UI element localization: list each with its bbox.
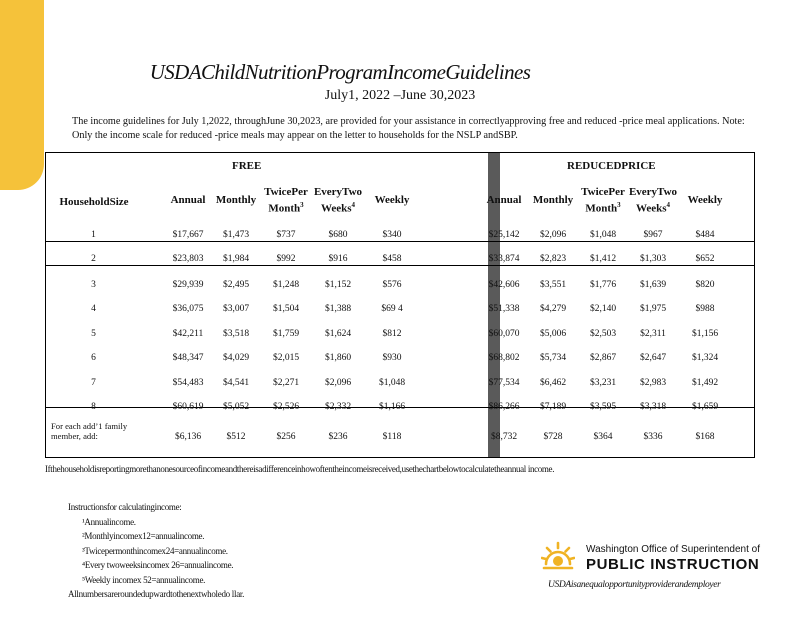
free-value-cell: $69 4 [381, 304, 403, 314]
household-size-cell: 7 [91, 378, 96, 388]
reduced-value-cell: $77,534 [488, 378, 520, 388]
free-value-cell: $1,860 [324, 353, 352, 363]
multiple-income-note: Ifthehouseholdisreportingmorethanonesourceofincomeandthereisadifferenceinhowoftentheincomeisreceived,usethechartbelowtocalculatetheannual income. [45, 464, 555, 474]
free-additional-cell: $256 [276, 432, 296, 442]
reduced-value-cell: $6,462 [539, 378, 567, 388]
reduced-value-cell: $1,303 [639, 254, 667, 264]
free-value-cell: $1,759 [272, 329, 300, 339]
free-value-cell: $36,075 [172, 304, 204, 314]
footnote-marker: 4 [666, 201, 671, 209]
reduced-additional-cell: $728 [543, 432, 563, 442]
free-header: FREE [232, 160, 262, 172]
free-value-cell: $930 [382, 353, 402, 363]
reduced-value-cell: $1,412 [589, 254, 617, 264]
free-value-cell: $29,939 [172, 280, 204, 290]
column-header-line: Monthly [215, 194, 257, 206]
free-value-cell: $2,015 [272, 353, 300, 363]
free-value-cell: $916 [328, 254, 348, 264]
column-header-line: Weekly [374, 194, 410, 206]
instruction-weekly: ⁵Weekly incomex 52=annualincome. [82, 574, 206, 585]
column-header-line: Annual [170, 194, 206, 206]
household-size-cell: 6 [91, 353, 96, 363]
reduced-value-cell: $1,048 [589, 230, 617, 240]
reduced-value-cell: $1,776 [589, 280, 617, 290]
reduced-additional-cell: $336 [643, 432, 663, 442]
free-value-cell: $1,248 [272, 280, 300, 290]
reduced-value-cell: $2,140 [589, 304, 617, 314]
reduced-additional-cell: $364 [593, 432, 613, 442]
column-header-line: EveryTwo [628, 186, 678, 198]
reduced-value-cell: $25,142 [488, 230, 520, 240]
column-header-line: Month [585, 202, 618, 215]
free-value-cell: $42,211 [172, 329, 204, 339]
free-value-cell: $576 [382, 280, 402, 290]
reduced-value-cell: $42,606 [488, 280, 520, 290]
free-value-cell: $812 [382, 329, 402, 339]
additional-member-label: For each add’1 family member, add: [51, 421, 128, 441]
household-size-cell: 2 [91, 254, 96, 264]
free-value-cell: $48,347 [172, 353, 204, 363]
reduced-value-cell: $967 [643, 230, 663, 240]
sun-icon [541, 540, 575, 574]
reduced-value-cell: $51,338 [488, 304, 520, 314]
reduced-twice-per-month-header [577, 186, 629, 216]
free-value-cell: $4,029 [222, 353, 250, 363]
instruction-annual: ¹Annualincome. [82, 516, 136, 527]
instructions-heading: Instructionsfor calculatingincome: [68, 502, 182, 512]
free-value-cell: $2,526 [272, 402, 300, 412]
reduced-value-cell: $5,734 [539, 353, 567, 363]
free-value-cell: $340 [382, 230, 402, 240]
household-size-cell: 1 [91, 230, 96, 240]
free-value-cell: $3,518 [222, 329, 250, 339]
free-value-cell: $1,504 [272, 304, 300, 314]
footnote-marker: 3 [617, 201, 621, 209]
instruction-twice-monthly: ³Twicepermonthincomex24=annualincome. [82, 545, 228, 556]
free-value-cell: $2,495 [222, 280, 250, 290]
free-every-two-weeks-header [312, 186, 364, 216]
reduced-additional-cell: $8,732 [490, 432, 518, 442]
free-additional-cell: $236 [328, 432, 348, 442]
footnote-marker: 3 [300, 201, 304, 209]
column-header-line [627, 199, 679, 216]
free-additional-cell: $6,136 [174, 432, 202, 442]
reduced-price-header: REDUCEDPRICE [567, 160, 656, 172]
rounding-note: Allnumbersareroundedupwardtothenextwholedo llar. [68, 589, 245, 599]
column-header-line: Monthly [532, 194, 574, 206]
free-value-cell: $1,473 [222, 230, 250, 240]
reduced-annual-header [477, 194, 531, 207]
free-value-cell: $1,048 [378, 378, 406, 388]
free-value-cell: $1,152 [324, 280, 352, 290]
column-header-line: TwicePer [581, 186, 625, 198]
free-value-cell: $23,803 [172, 254, 204, 264]
logo-public-instruction: PUBLIC INSTRUCTION [586, 556, 760, 573]
reduced-value-cell: $1,659 [691, 402, 719, 412]
household-size-cell: 8 [91, 402, 96, 412]
reduced-value-cell: $820 [695, 280, 715, 290]
free-value-cell: $2,271 [272, 378, 300, 388]
free-value-cell: $2,332 [324, 402, 352, 412]
free-value-cell: $54,483 [172, 378, 204, 388]
reduced-every-two-weeks-header [627, 186, 679, 216]
reduced-value-cell: $86,266 [488, 402, 520, 412]
reduced-value-cell: $2,823 [539, 254, 567, 264]
column-header-line: EveryTwo [313, 186, 363, 198]
logo-agency-name: Washington Office of Superintendent of [586, 544, 760, 555]
column-header-line [312, 199, 364, 216]
reduced-value-cell: $3,551 [539, 280, 567, 290]
free-value-cell: $1,166 [378, 402, 406, 412]
reduced-value-cell: $2,096 [539, 230, 567, 240]
reduced-value-cell: $7,189 [539, 402, 567, 412]
page-title: USDAChildNutritionProgramIncomeGuidelines [149, 60, 531, 84]
free-additional-cell: $118 [382, 432, 402, 442]
intro-paragraph: The income guidelines for July 1,2022, throughJune 30,2023, are provided for your assistance in correctlyapproving free and reduced -price meal applications. Note: Only the income scale for reduced -price meals may appear on the letter to households for the NSLP andSBP. [72, 116, 745, 141]
reduced-value-cell: $33,874 [488, 254, 520, 264]
household-size-cell: 5 [91, 329, 96, 339]
free-value-cell: $60,619 [172, 402, 204, 412]
free-value-cell: $1,388 [324, 304, 352, 314]
reduced-value-cell: $1,639 [639, 280, 667, 290]
household-size-cell: 3 [91, 280, 96, 290]
footnote-marker: 4 [351, 201, 356, 209]
free-value-cell: $2,096 [324, 378, 352, 388]
column-header-line: Month [268, 202, 301, 215]
column-header-line [260, 199, 312, 216]
free-value-cell: $458 [382, 254, 402, 264]
column-header-line: Weeks [635, 202, 667, 215]
free-value-cell: $1,624 [324, 329, 352, 339]
reduced-value-cell: $2,867 [589, 353, 617, 363]
free-twice-per-month-header [260, 186, 312, 216]
reduced-value-cell: $2,647 [639, 353, 667, 363]
table-rule [46, 241, 755, 242]
free-value-cell: $1,984 [222, 254, 250, 264]
reduced-value-cell: $3,595 [589, 402, 617, 412]
free-value-cell: $3,007 [222, 304, 250, 314]
reduced-additional-cell: $168 [695, 432, 715, 442]
free-value-cell: $17,667 [172, 230, 204, 240]
free-value-cell: $5,052 [222, 402, 250, 412]
free-weekly-header [371, 194, 413, 207]
column-header-line: TwicePer [264, 186, 308, 198]
reduced-value-cell: $68,802 [488, 353, 520, 363]
free-monthly-header [212, 194, 260, 207]
reduced-value-cell: $1,324 [691, 353, 719, 363]
equal-opportunity-statement: USDAisanequalopportunityproviderandemployer [548, 580, 721, 590]
reduced-value-cell: $2,983 [639, 378, 667, 388]
reduced-value-cell: $2,311 [640, 329, 666, 339]
reduced-value-cell: $1,975 [639, 304, 667, 314]
free-value-cell: $4,541 [222, 378, 250, 388]
reduced-value-cell: $988 [695, 304, 715, 314]
income-guidelines-table [45, 152, 755, 458]
household-size-header: HouseholdSize [59, 196, 129, 208]
column-header-line: Annual [486, 194, 522, 206]
instruction-biweekly: ⁴Every twoweeksincomex 26=annualincome. [82, 560, 234, 570]
free-value-cell: $737 [276, 230, 296, 240]
reduced-value-cell: $5,006 [539, 329, 567, 339]
reduced-value-cell: $4,279 [539, 304, 567, 314]
free-annual-header [161, 194, 215, 207]
free-value-cell: $992 [276, 254, 296, 264]
free-additional-cell: $512 [226, 432, 246, 442]
column-header-line: Weekly [687, 194, 723, 206]
reduced-value-cell: $1,156 [691, 329, 719, 339]
reduced-value-cell: $2,503 [589, 329, 617, 339]
column-header-line: Weeks [320, 202, 352, 215]
date-range: July1, 2022 –June 30,2023 [324, 88, 476, 103]
reduced-weekly-header [684, 194, 726, 207]
household-size-cell: 4 [91, 304, 96, 314]
free-value-cell: $680 [328, 230, 348, 240]
reduced-value-cell: $1,492 [691, 378, 719, 388]
reduced-value-cell: $652 [695, 254, 715, 264]
reduced-monthly-header [529, 194, 577, 207]
reduced-value-cell: $3,231 [589, 378, 617, 388]
table-rule [46, 265, 755, 266]
reduced-value-cell: $60,070 [488, 329, 520, 339]
reduced-value-cell: $484 [695, 230, 715, 240]
instructions [68, 500, 244, 602]
instruction-monthly: ²Monthlyincomex12=annualincome. [82, 531, 205, 541]
reduced-value-cell: $3,318 [639, 402, 667, 412]
column-header-line [577, 199, 629, 216]
